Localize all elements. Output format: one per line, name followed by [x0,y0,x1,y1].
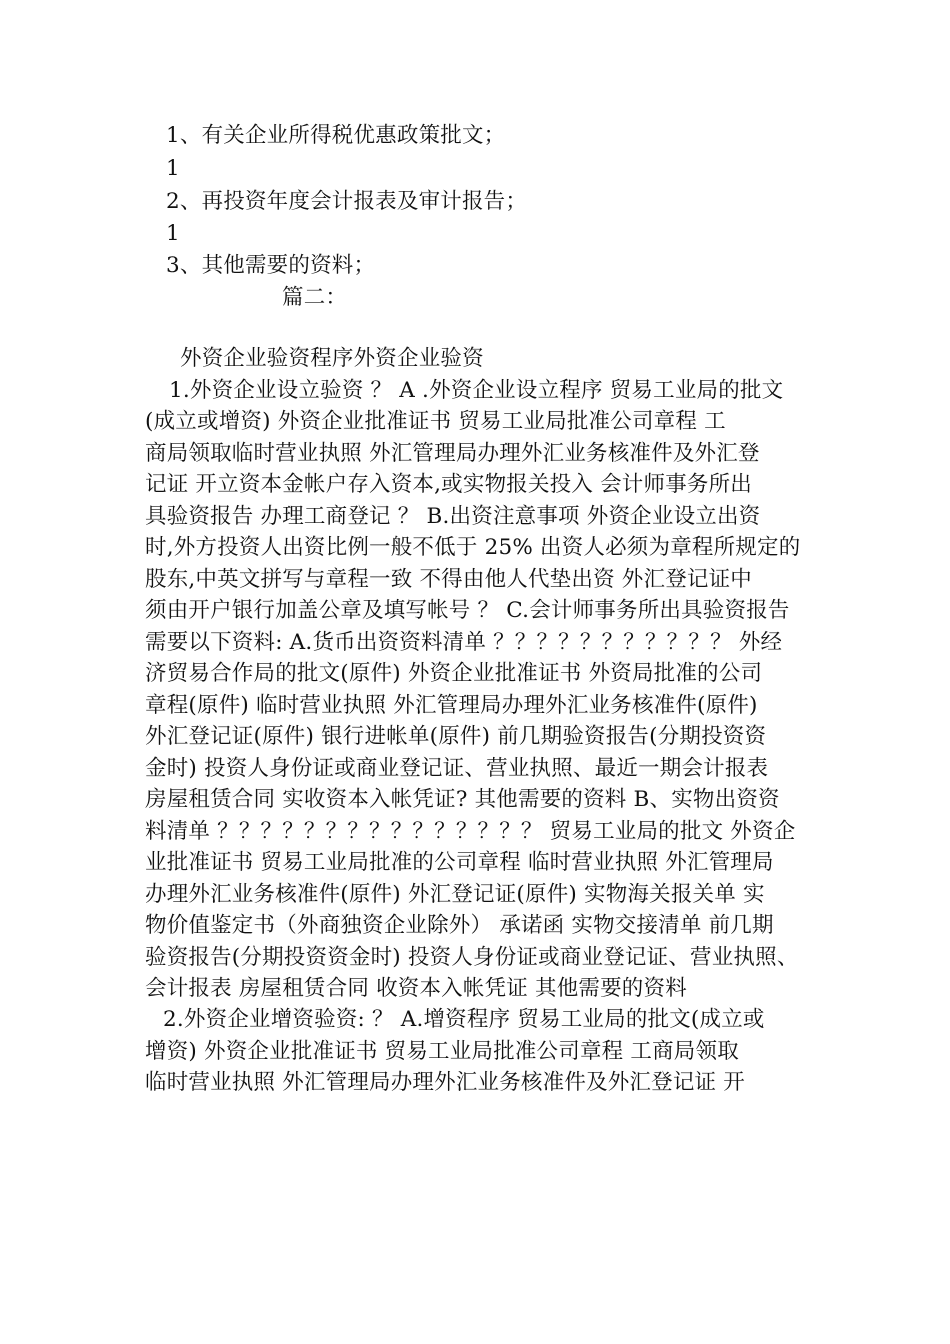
paragraph1-line: 房屋租赁合同 实收资本入帐凭证? 其他需要的资料 B、实物出资资 [145,787,780,812]
paragraph1-line: 时,外方投资人出资比例一般不低于 25% 出资人必须为章程所规定的 [145,535,801,560]
paragraph1-line: (成立或增资) 外资企业批准证书 贸易工业局批准公司章程 工 [145,409,726,434]
section-heading: 篇二： [282,285,348,310]
paragraph1-line: 料清单 ？？？？？？？？？？？？？？？ 贸易工业局的批文 外资企 [145,819,796,844]
paragraph2-line: 增资) 外资企业批准证书 贸易工业局批准公司章程 工商局领取 [145,1039,739,1064]
paragraph1-line: 商局领取临时营业执照 外汇管理局办理外汇业务核准件及外汇登 [145,441,760,466]
paragraph1-line: 物价值鉴定书（外商独资企业除外） 承诺函 实物交接清单 前几期 [145,913,774,938]
list-item-separator-2: 1 [166,221,180,246]
document-title: 外资企业验资程序外资企业验资 [180,346,484,371]
paragraph1-line: 业批准证书 贸易工业局批准的公司章程 临时营业执照 外汇管理局 [145,850,774,875]
paragraph1-line: 需要以下资料: A.货币出资资料清单 ？？？？？？？？？？？ 外经 [145,630,783,655]
paragraph2-line: 临时营业执照 外汇管理局办理外汇业务核准件及外汇登记证 开 [145,1070,745,1095]
paragraph1-line: 办理外汇业务核准件(原件) 外汇登记证(原件) 实物海关报关单 实 [145,882,765,907]
list-item-2: 2、再投资年度会计报表及审计报告； [166,189,528,214]
paragraph1-line: 1.外资企业设立验资 ？ A .外资企业设立程序 贸易工业局的批文 [169,378,784,403]
paragraph1-line: 章程(原件) 临时营业执照 外汇管理局办理外汇业务核准件(原件) [145,693,758,718]
paragraph1-line: 验资报告(分期投资资金时) 投资人身份证或商业登记证、营业执照、 [145,945,799,970]
paragraph1-line: 济贸易合作局的批文(原件) 外资企业批准证书 外资局批准的公司 [145,661,763,686]
list-item-3: 3、其他需要的资料； [166,253,376,278]
paragraph1-line: 记证 开立资本金帐户存入资本,或实物报关投入 会计师事务所出 [145,472,753,497]
paragraph1-line: 须由开户银行加盖公章及填写帐号 ？ C.会计师事务所出具验资报告 [145,598,790,623]
paragraph1-line: 股东,中英文拼写与章程一致 不得由他人代垫出资 外汇登记证中 [145,567,753,592]
paragraph2-line: 2.外资企业增资验资: ？ A.增资程序 贸易工业局的批文(成立或 [163,1007,765,1032]
paragraph1-line: 外汇登记证(原件) 银行进帐单(原件) 前几期验资报告(分期投资资 [145,724,767,749]
list-item-separator-1: 1 [166,156,180,181]
list-item-1: 1、有关企业所得税优惠政策批文； [166,123,506,148]
paragraph1-line: 会计报表 房屋租赁合同 收资本入帐凭证 其他需要的资料 [145,976,687,1001]
paragraph1-line: 金时) 投资人身份证或商业登记证、营业执照、最近一期会计报表 [145,756,769,781]
paragraph1-line: 具验资报告 办理工商登记 ？ B.出资注意事项 外资企业设立出资 [145,504,761,529]
